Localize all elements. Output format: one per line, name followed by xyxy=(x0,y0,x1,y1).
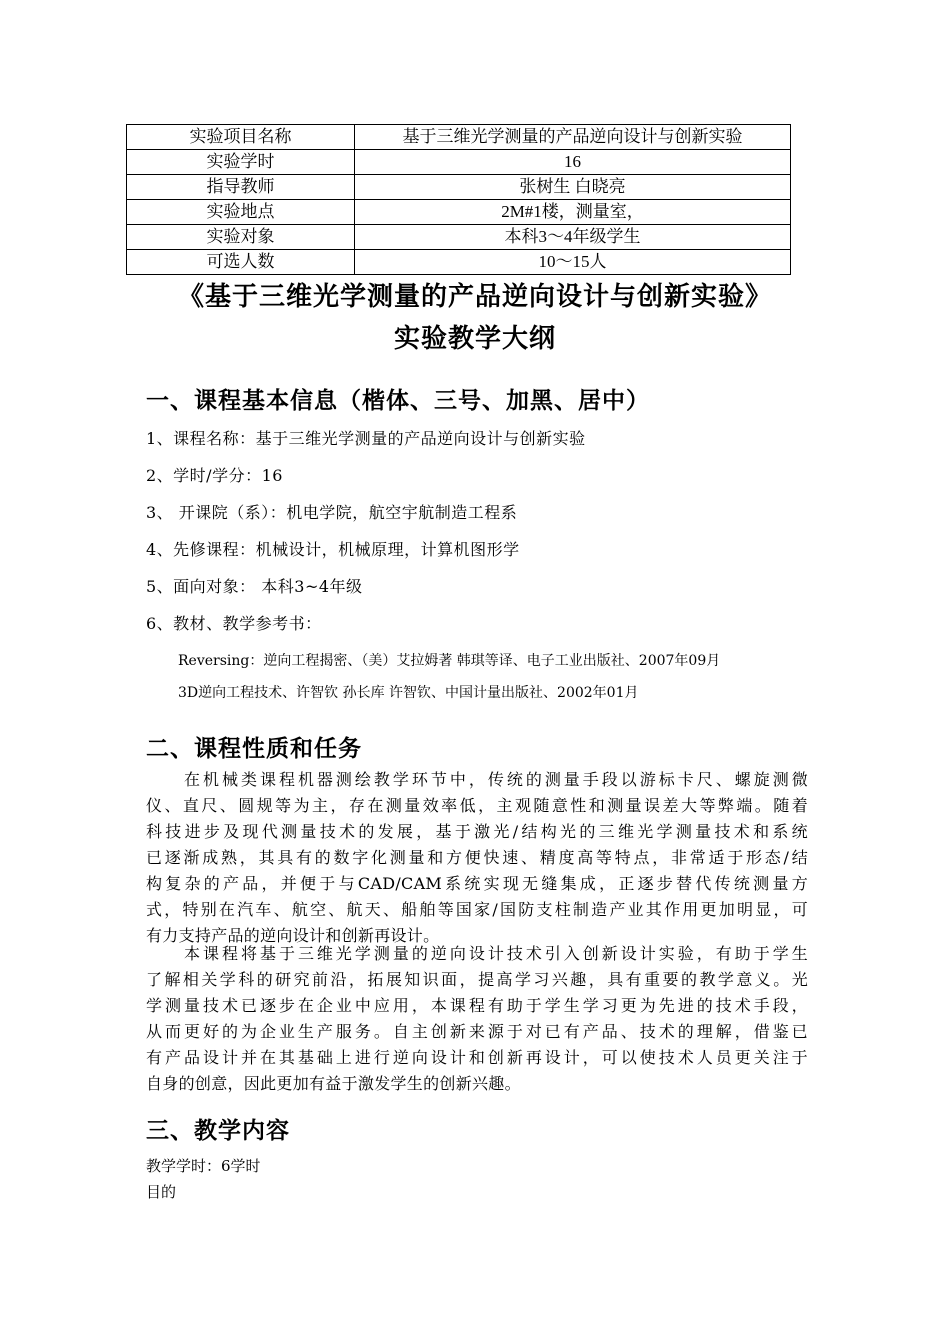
paragraph-line: 仪、直尺、圆规等为主，存在测量效率低，主观随意性和测量误差大等弊端。随着 xyxy=(146,796,808,815)
info-table-row xyxy=(127,225,791,250)
document-title: 《基于三维光学测量的产品逆向设计与创新实验》 xyxy=(177,282,772,312)
paragraph-line: 学测量技术已逐步在企业中应用，本课程有助于学生学习更为先进的技术手段， xyxy=(146,996,808,1015)
paragraph-line: 从而更好的为企业生产服务。自主创新来源于对已有产品、技术的理解，借鉴已 xyxy=(146,1022,808,1041)
info-table-row xyxy=(127,200,791,225)
prerequisites-item: 4、先修课程：机械设计，机械原理，计算机图形学 xyxy=(146,540,520,559)
info-value-cell: 张树生 白晓亮 xyxy=(355,175,791,200)
course-nature-paragraph-2 xyxy=(146,941,808,1097)
experiment-info-table xyxy=(126,124,791,275)
section3-heading: 三、教学内容 xyxy=(146,1117,290,1144)
info-key-cell: 实验项目名称 xyxy=(127,125,355,150)
paragraph-line: 科技进步及现代测量技术的发展，基于激光/结构光的三维光学测量技术和系统 xyxy=(146,822,808,841)
info-key-cell: 实验地点 xyxy=(127,200,355,225)
department-item: 3、 开课院（系）：机电学院，航空宇航制造工程系 xyxy=(146,503,518,522)
section1-heading: 一、课程基本信息（楷体、三号、加黑、居中） xyxy=(146,387,650,414)
info-key-cell: 指导教师 xyxy=(127,175,355,200)
info-value-cell: 本科3～4年级学生 xyxy=(355,225,791,250)
teaching-hours: 教学学时：6学时 xyxy=(146,1157,261,1175)
info-key-cell: 实验学时 xyxy=(127,150,355,175)
info-value-cell: 基于三维光学测量的产品逆向设计与创新实验 xyxy=(355,125,791,150)
paragraph-line: 在机械类课程机器测绘教学环节中，传统的测量手段以游标卡尺、螺旋测微 xyxy=(184,770,808,789)
info-key-cell: 可选人数 xyxy=(127,250,355,275)
info-table-row xyxy=(127,125,791,150)
info-value-cell: 10～15人 xyxy=(355,250,791,275)
paragraph-line: 自身的创意，因此更加有益于激发学生的创新兴趣。 xyxy=(146,1074,521,1093)
hours-credits-item: 2、学时/学分：16 xyxy=(146,466,283,485)
paragraph-line: 已逐渐成熟，其具有的数字化测量和方便快速、精度高等特点，非常适于形态/结 xyxy=(146,848,808,867)
document-subtitle: 实验教学大纲 xyxy=(393,324,556,354)
reference-book-1: Reversing：逆向工程揭密、（美）艾拉姆著 韩琪等译、电子工业出版社、2007年09月 xyxy=(178,653,721,669)
paragraph-line: 了解相关学科的研究前沿，拓展知识面，提高学习兴趣，具有重要的教学意义。光 xyxy=(146,970,808,989)
audience-item: 5、面向对象： 本科3~4年级 xyxy=(146,577,363,596)
info-key-cell: 实验对象 xyxy=(127,225,355,250)
course-nature-paragraph-1 xyxy=(146,767,808,949)
info-table-row xyxy=(127,250,791,275)
purpose-label: 目的 xyxy=(146,1183,177,1201)
paragraph-line: 本课程将基于三维光学测量的逆向设计技术引入创新设计实验，有助于学生 xyxy=(184,944,808,963)
info-value-cell: 16 xyxy=(355,150,791,175)
paragraph-line: 式，特别在汽车、航空、航天、船舶等国家/国防支柱制造产业其作用更加明显，可 xyxy=(146,900,808,919)
info-value-cell: 2M#1楼，测量室， xyxy=(355,200,791,225)
reference-book-2: 3D逆向工程技术、许智钦 孙长库 许智钦、中国计量出版社、2002年01月 xyxy=(178,685,639,701)
textbooks-item: 6、教材、教学参考书： xyxy=(146,614,322,633)
info-table-row xyxy=(127,150,791,175)
paragraph-line: 有力支持产品的逆向设计和创新再设计。 xyxy=(146,926,440,945)
section2-heading: 二、课程性质和任务 xyxy=(146,735,362,762)
paragraph-line: 构复杂的产品，并便于与CAD/CAM系统实现无缝集成，正逐步替代传统测量方 xyxy=(146,874,808,893)
course-name-item: 1、课程名称：基于三维光学测量的产品逆向设计与创新实验 xyxy=(146,429,586,448)
info-table-row xyxy=(127,175,791,200)
paragraph-line: 有产品设计并在其基础上进行逆向设计和创新再设计，可以使技术人员更关注于 xyxy=(146,1048,808,1067)
